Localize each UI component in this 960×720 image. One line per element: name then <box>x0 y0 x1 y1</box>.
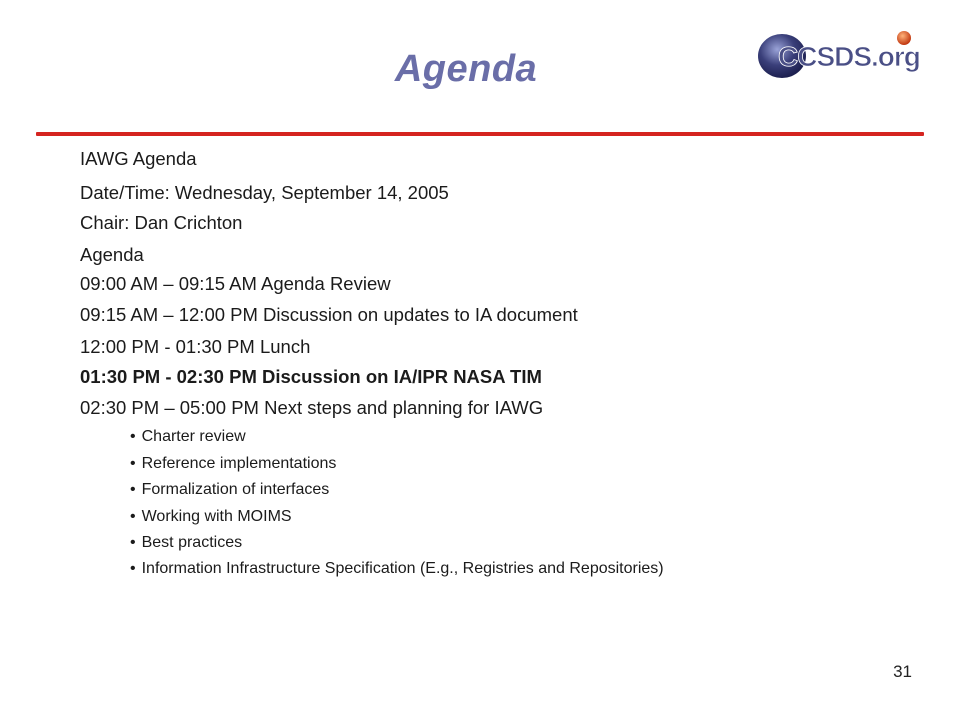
agenda-line-tim: 01:30 PM - 02:30 PM Discussion on IA/IPR NASA TIM <box>80 366 542 387</box>
agenda-line-heading: Agenda <box>80 244 144 265</box>
agenda-line-discussion: 09:15 AM – 12:00 PM Discussion on updates to IA document <box>80 304 578 325</box>
bullet-item: • Working with MOIMS <box>130 508 292 525</box>
agenda-line-chair: Chair: Dan Crichton <box>80 212 243 233</box>
bullet-item: • Best practices <box>130 534 243 551</box>
bullet-item: • Charter review <box>130 428 246 445</box>
agenda-line-title: IAWG Agenda <box>80 148 197 169</box>
agenda-line-next-steps: 02:30 PM – 05:00 PM Next steps and planning for IAWG <box>80 397 544 418</box>
title-divider <box>36 132 924 136</box>
bullet-item: • Information Infrastructure Specification (E.g., Registries and Repositories) <box>130 560 664 577</box>
agenda-line-lunch: 12:00 PM - 01:30 PM Lunch <box>80 336 311 357</box>
ccsds-logo <box>752 26 932 86</box>
agenda-line-review: 09:00 AM – 09:15 AM Agenda Review <box>80 273 391 294</box>
bullet-item: • Formalization of interfaces <box>130 481 330 498</box>
slide-title: Agenda <box>394 48 538 90</box>
bullet-item: • Reference implementations <box>130 455 337 472</box>
logo-text: CCSDS.org <box>778 41 920 72</box>
agenda-line-datetime: Date/Time: Wednesday, September 14, 2005 <box>80 182 449 203</box>
page-number: 31 <box>893 662 912 681</box>
